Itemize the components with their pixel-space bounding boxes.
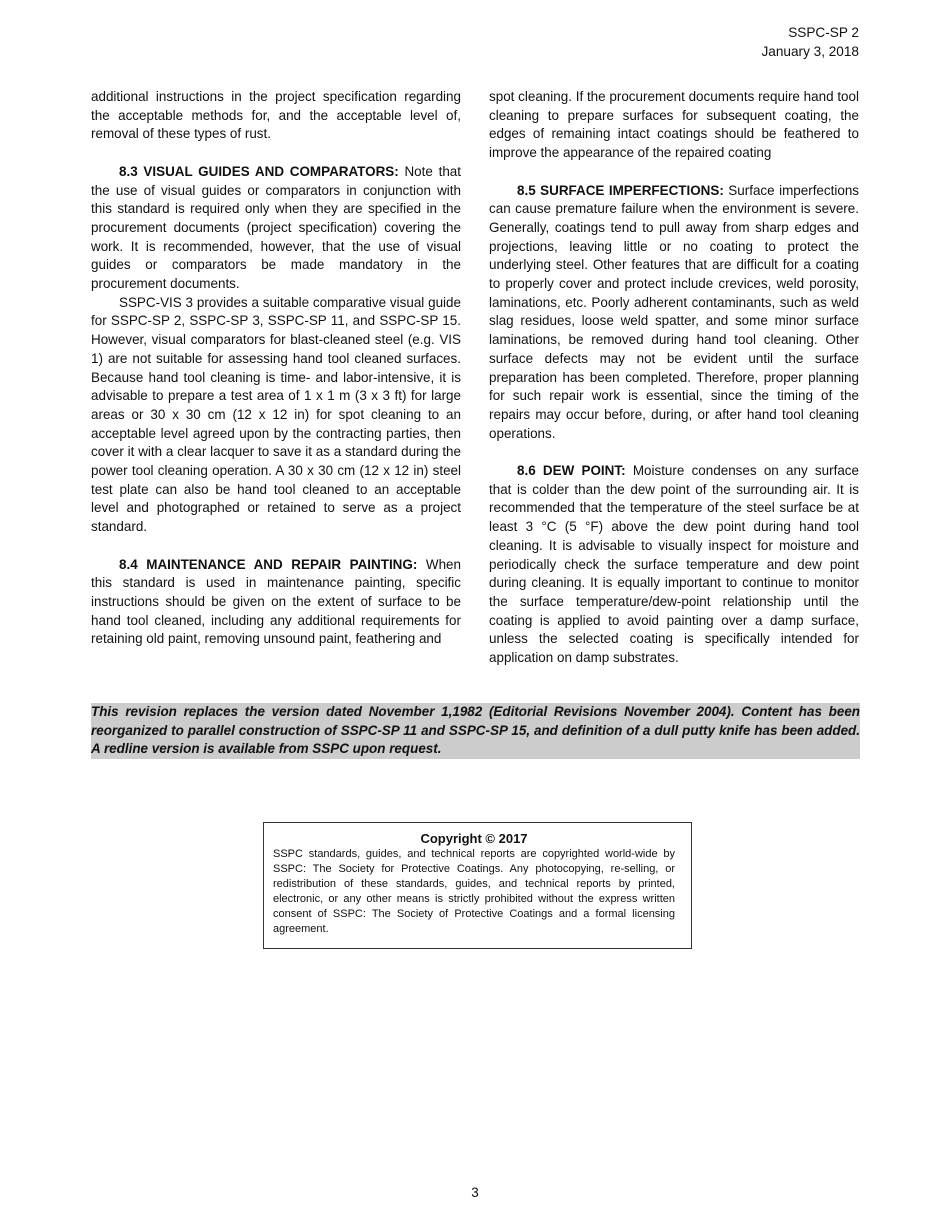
left-column [91,88,461,649]
page-header [762,24,860,61]
section-8-4-heading: 8.4 MAINTENANCE AND REPAIR PAINTING: [119,556,418,572]
copyright-body: SSPC standards, guides, and technical reports are copyrighted world-wide by SSPC: The Society for Protective Coatings. Any photocopying, re-selling, or redistribution of these standards, guides, and technical reports by printed, electronic, or any other means is strictly prohibited without the express written consent of SSPC: The Society of Protective Coatings and a formal licensing agreement. [273,848,675,935]
paragraph-spot-cleaning: spot cleaning. If the procurement documents require hand tool cleaning to prepare surfaces for subsequent coating, the edges of remaining intact coatings should be feathered to improve the appearance of the repaired coating [489,89,859,161]
document-date: January 3, 2018 [761,43,859,59]
section-8-4-text: When this standard is used in maintenance painting, specific instructions should be given on the extent of surface to be hand tool cleaned, including any additional requirements for retaining old paint, removing unsound paint, feathering and [91,556,462,647]
section-8-5-heading: 8.5 SURFACE IMPERFECTIONS: [517,182,724,198]
paragraph-rust-removal: additional instructions in the project specification regarding the acceptable methods for, and the acceptable level of, removal of these types of rust. [91,89,461,142]
right-column [489,88,859,668]
section-8-3-heading: 8.3 VISUAL GUIDES AND COMPARATORS: [119,163,399,179]
section-8-6-heading: 8.6 DEW POINT: [517,463,626,479]
document-id: SSPC-SP 2 [788,25,859,40]
section-8-3 [91,163,461,294]
section-8-6-text: Moisture condenses on any surface that is colder than the dew point of the surrounding air. It is recommended that the temperature of the steel surface be at least 3 °C (5 °F) above the dew point during hand tool cleaning. It is advisable to visually inspect for moisture and periodically check the surface temperature and dew point during cleaning. It is equally important to continue to monitor the surface temperature/dew-point relationship until the coating is applied to avoid painting over a damp surface, unless the selected coating is specifically intended for application on damp substrates. [489,463,860,666]
section-8-3-text: Note that the use of visual guides or comparators in conjunction with this standard is required only when they are specified in the procurement documents (project specification) covering the work. It is recommended, however, that the use of visual guides or comparators be made mandatory in the procurement documents. [91,163,462,292]
paragraph-vis-3: SSPC-VIS 3 provides a suitable comparative visual guide for SSPC-SP 2, SSPC-SP 3, SSPC-SP 11, and SSPC-SP 15. However, visual comparators for blast-cleaned steel (e.g. VIS 1) are not suitable for assessing hand tool cleaned surfaces. Because hand tool cleaning is time- and labor-intensive, it is advisable to prepare a test area of 1 x 1 m (3 x 3 ft) for large areas or 30 x 30 cm (12 x 12 in) for spot cleaning to an acceptable level agreed upon by the contracting parties, then cover it with a clear lacquer to save it as a standard during the power tool cleaning operation. A 30 x 30 cm (12 x 12 in) steel test plate can also be hand tool cleaned to an acceptable level and photographed or retained to serve as a project standard. [91,294,461,535]
section-8-4 [91,556,461,650]
section-8-5-text: Surface imperfections can cause premature failure when the environment is severe. Generally, coatings tend to pull away from sharp edges and projections, leaving little or no coating to protect the underlying steel. Other features that are difficult for a coating to properly cover and protect include crevices, weld porosity, laminations, etc. Poorly adherent contaminants, such as weld slag residues, loose weld spatter, and some minor surface laminations, be removed during hand tool cleaning. Other surface defects may not be evident until the surface preparation has been completed. Therefore, proper planning for such repair work is essential, since the timing of the repairs may occur before, during, or after hand tool cleaning operations. [489,182,860,441]
section-8-5 [489,182,859,444]
copyright-title: Copyright © 2017 [420,831,528,846]
section-8-6 [489,462,859,668]
revision-notice: This revision replaces the version dated November 1,1982 (Editorial Revisions November 2004). Content has been reorganized to parallel construction of SSPC-SP 11 and SSPC-SP 15, and definition of a dull putty knife has been added. A redline version is available from SSPC upon request. [91,703,860,759]
page-number: 3 [471,1185,479,1200]
copyright-box [263,822,692,949]
